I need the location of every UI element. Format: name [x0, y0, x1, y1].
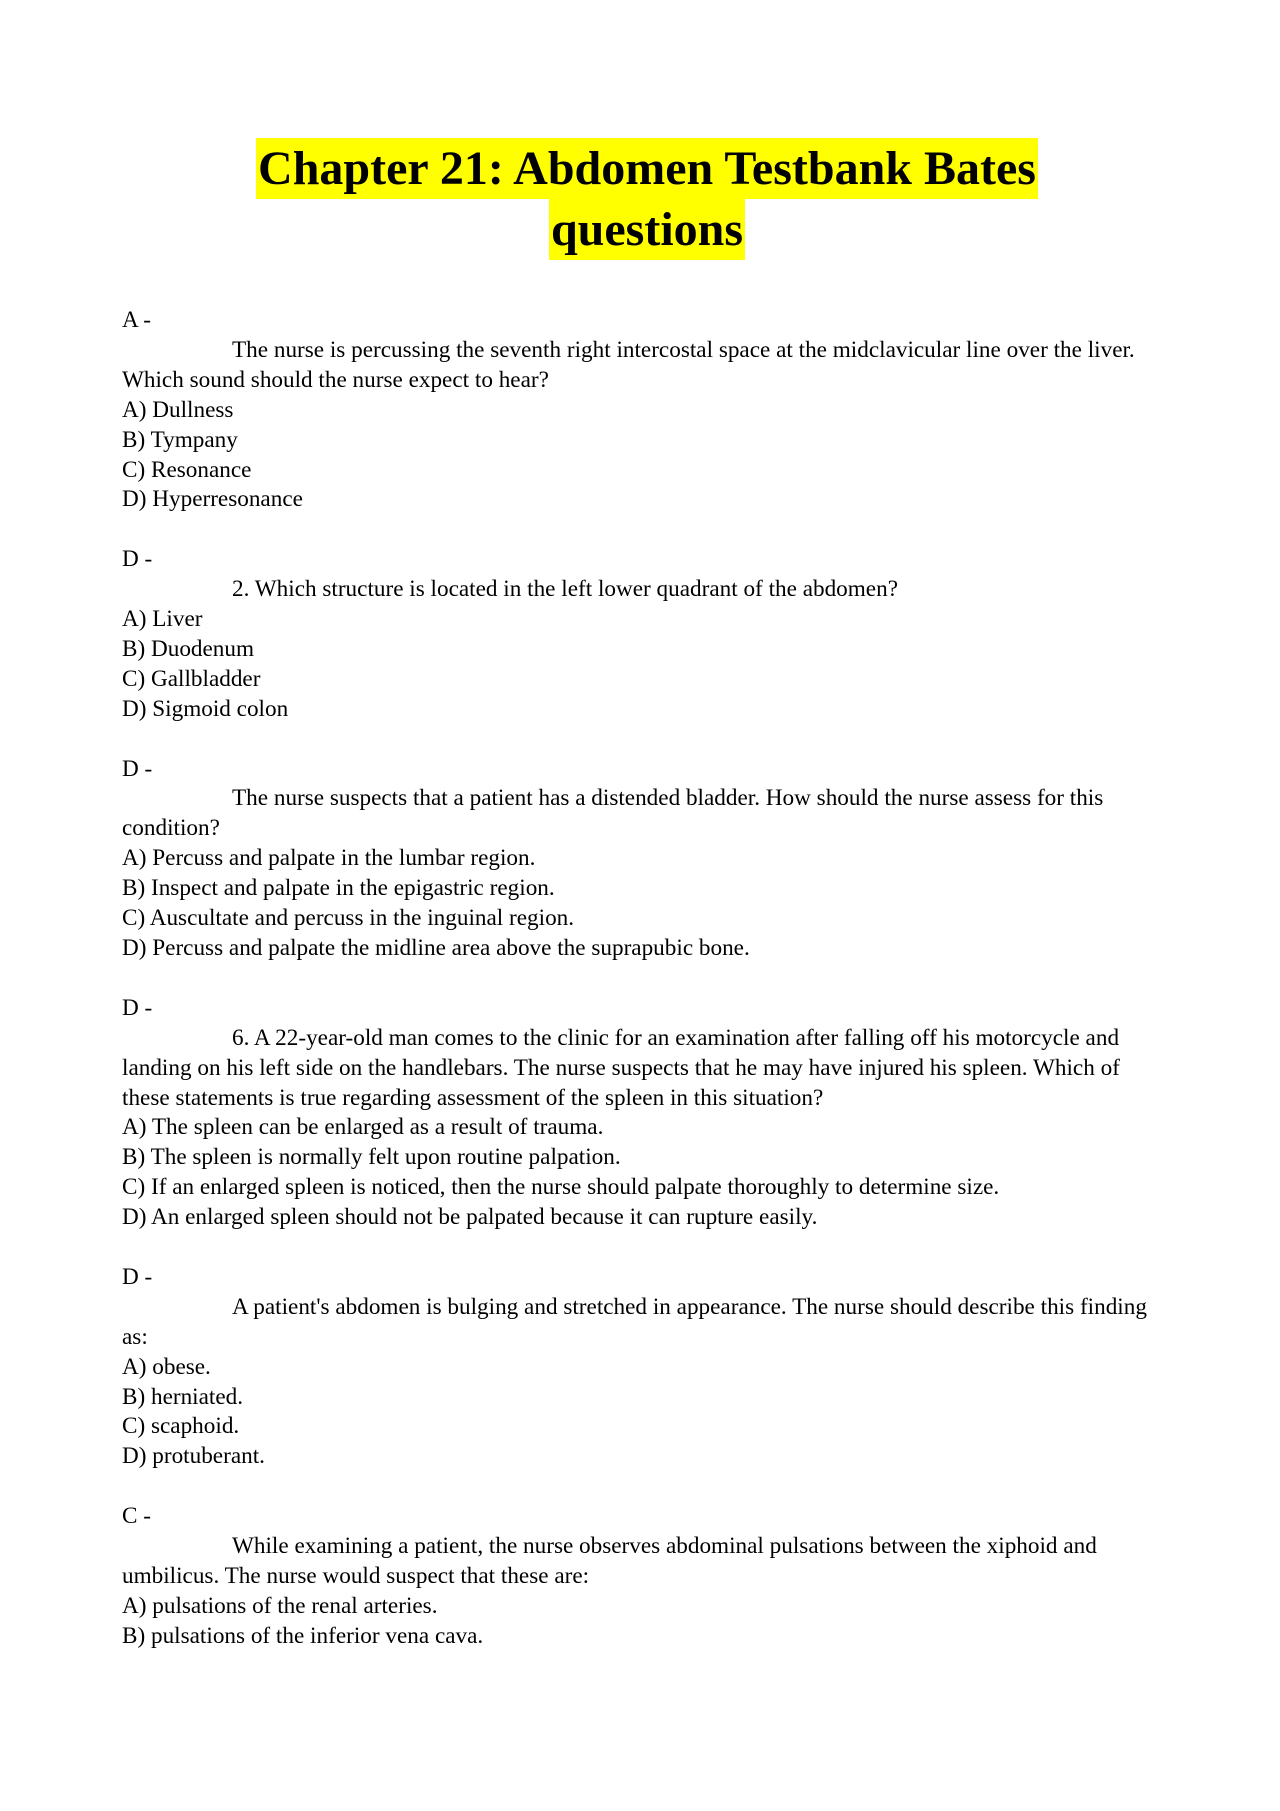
- option-b: B) Inspect and palpate in the epigastric region.: [122, 875, 555, 902]
- option-c: C) scaphoid.: [122, 1413, 240, 1440]
- question-stem: The nurse is percussing the seventh right intercostal space at the midclavicular line over the liver. Which sound should the nurse expect to hear?: [122, 336, 1135, 393]
- option-c: C) Gallbladder: [122, 665, 261, 692]
- option-d: D) protuberant.: [122, 1443, 265, 1470]
- question-stem: 2. Which structure is located in the left lower quadrant of the abdomen?: [232, 576, 898, 603]
- option-a: A) Dullness: [122, 396, 234, 423]
- answer-key: D -: [122, 1263, 153, 1290]
- title-line-2: questions: [549, 199, 745, 260]
- question-stem: A patient's abdomen is bulging and stretched in appearance. The nurse should describe this finding as:: [122, 1293, 1147, 1350]
- option-a: A) Percuss and palpate in the lumbar region.: [122, 845, 536, 872]
- question-stem: While examining a patient, the nurse observes abdominal pulsations between the xiphoid and umbilicus. The nurse would suspect that these are:: [122, 1533, 1097, 1589]
- question-6: [122, 1502, 1172, 1652]
- question-1: [122, 306, 1172, 515]
- option-c: C) Resonance: [122, 456, 252, 483]
- answer-key: D -: [122, 994, 153, 1021]
- page-title: [122, 138, 1172, 260]
- answer-key: D -: [122, 755, 153, 782]
- option-b: B) herniated.: [122, 1383, 244, 1410]
- option-d: D) Percuss and palpate the midline area above the suprapubic bone.: [122, 935, 750, 961]
- answer-key: D -: [122, 546, 153, 573]
- option-a: A) obese.: [122, 1353, 211, 1380]
- option-c: C) If an enlarged spleen is noticed, then the nurse should palpate thoroughly to determine size.: [122, 1174, 1000, 1201]
- option-a: A) The spleen can be enlarged as a result of trauma.: [122, 1114, 604, 1141]
- question-4: [122, 994, 1172, 1233]
- question-5: [122, 1263, 1172, 1472]
- option-d: D) Sigmoid colon: [122, 695, 289, 722]
- option-d: D) Hyperresonance: [122, 486, 303, 513]
- question-stem: 6. A 22-year-old man comes to the clinic for an examination after falling off his motorcycle and landing on his left side on the handlebars. The nurse suspects that he may have injured his spleen. Which of these statements is true regarding assessment of the spleen in this situation?: [122, 1024, 1120, 1111]
- option-b: B) Tympany: [122, 426, 238, 453]
- title-line-1: Chapter 21: Abdomen Testbank Bates: [256, 138, 1038, 199]
- option-c: C) Auscultate and percuss in the inguinal region.: [122, 905, 575, 932]
- document-page: [122, 138, 1172, 1682]
- question-3: [122, 755, 1172, 964]
- option-b: B) Duodenum: [122, 635, 255, 662]
- question-2: [122, 545, 1172, 724]
- option-b: B) pulsations of the inferior vena cava.: [122, 1622, 484, 1649]
- answer-key: C -: [122, 1503, 151, 1530]
- option-b: B) The spleen is normally felt upon routine palpation.: [122, 1144, 621, 1171]
- option-a: A) pulsations of the renal arteries.: [122, 1592, 438, 1619]
- question-stem: The nurse suspects that a patient has a distended bladder. How should the nurse assess for this condition?: [122, 785, 1104, 842]
- option-d: D) An enlarged spleen should not be palpated because it can rupture easily.: [122, 1204, 818, 1231]
- answer-key: A -: [122, 307, 151, 333]
- option-a: A) Liver: [122, 606, 203, 633]
